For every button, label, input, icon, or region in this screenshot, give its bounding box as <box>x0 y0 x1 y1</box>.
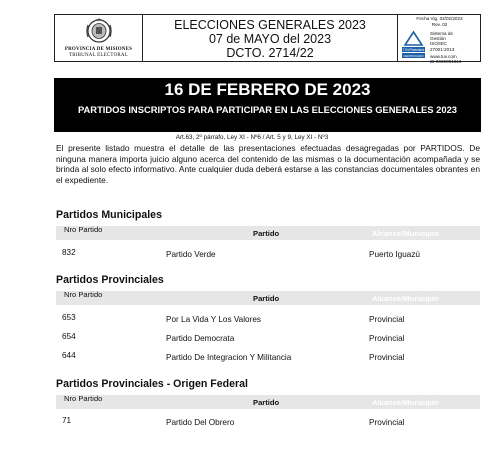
intro-paragraph: El presente listado muestra el detalle de las presentaciones efectuadas desagregadas por PARTIDOS. De ninguna manera importa juicio alguno acerca del contenido de las mismas o la documentación acompañada y se brinda al solo efecto informativo. Ante cualquier duda deberá estarse a las constancias documentales obrantes en el expediente. <box>56 143 480 185</box>
banner-date: 16 DE FEBRERO DE 2023 <box>164 80 371 99</box>
tuv-label: TÜVRheinland <box>402 48 425 52</box>
party-name: Partido De Integracion Y Militancia <box>166 353 292 362</box>
party-name: Partido Democrata <box>166 334 235 343</box>
section-title-municipales: Partidos Municipales <box>56 209 162 221</box>
party-number: 71 <box>62 416 72 425</box>
section-title-origen-federal: Partidos Provinciales - Origen Federal <box>56 378 248 390</box>
party-name: Por La Vida Y Los Valores <box>166 315 261 324</box>
col-nro-header: Nro Partido <box>64 290 103 299</box>
col-partido-header: Partido <box>253 294 280 303</box>
party-scope: Provincial <box>369 315 405 324</box>
tribunal-logo-block <box>55 15 143 61</box>
revision-number: Rev. 02 <box>431 22 448 27</box>
tuv-site: www.tuv.com <box>430 53 457 59</box>
title-banner <box>54 78 481 132</box>
col-alcance-header: Alcance/Municipio <box>372 294 439 303</box>
iso-line: ISO/IEC <box>430 41 447 47</box>
provincial-seal-icon <box>85 18 113 44</box>
table-header <box>56 395 480 409</box>
party-number: 653 <box>62 313 76 322</box>
iso-line: Sistema de <box>430 31 453 36</box>
tuv-certification-icon <box>402 30 425 58</box>
party-name: Partido Verde <box>166 250 216 259</box>
party-number: 644 <box>62 351 76 360</box>
iso-info <box>430 31 478 64</box>
col-partido-header: Partido <box>253 398 280 407</box>
party-number: 654 <box>62 332 76 341</box>
party-number: 832 <box>62 248 76 257</box>
banner-subtitle: PARTIDOS INSCRIPTOS PARA PARTICIPAR EN LAS ELECCIONES GENERALES 2023 <box>77 104 458 115</box>
col-nro-header: Nro Partido <box>64 225 103 234</box>
col-alcance-header: Alcance/Municipio <box>372 398 439 407</box>
legal-reference: Art.63, 2º párrafo, Ley XI - Nº6 / Art. 5 y 9, Ley XI - Nº3 <box>175 134 329 141</box>
vigencia-date: Fecha Vig. 02/02/2023 <box>416 16 463 21</box>
table-header <box>56 291 480 305</box>
party-name: Partido Del Obrero <box>166 418 235 427</box>
table-header <box>56 226 480 240</box>
document-vigencia <box>398 16 481 28</box>
tuv-id: ID 9000001016 <box>430 59 462 65</box>
section-title-provinciales: Partidos Provinciales <box>56 274 164 286</box>
org-tribunal: TRIBUNAL ELECTORAL <box>68 53 128 58</box>
col-alcance-header: Alcance/Municipio <box>372 229 439 238</box>
party-scope: Puerto Iguazú <box>369 250 420 259</box>
party-scope: Provincial <box>369 334 405 343</box>
certificado-label: CERTIFICADO <box>403 54 424 58</box>
election-date: 07 de MAYO del 2023 <box>208 32 332 46</box>
org-name: PROVINCIA DE MISIONES <box>64 47 133 52</box>
decree-number: DCTO. 2714/22 <box>226 46 314 60</box>
iso-line: Gestión <box>430 36 446 42</box>
party-scope: Provincial <box>369 353 405 362</box>
iso-line: 27001:2013 <box>430 46 455 52</box>
col-nro-header: Nro Partido <box>64 394 103 403</box>
party-scope: Provincial <box>369 418 405 427</box>
election-title: ELECCIONES GENERALES 2023 <box>174 18 366 32</box>
header-title-block <box>143 15 397 61</box>
document-header <box>54 14 481 65</box>
certification-block <box>397 15 481 65</box>
col-partido-header: Partido <box>253 229 280 238</box>
